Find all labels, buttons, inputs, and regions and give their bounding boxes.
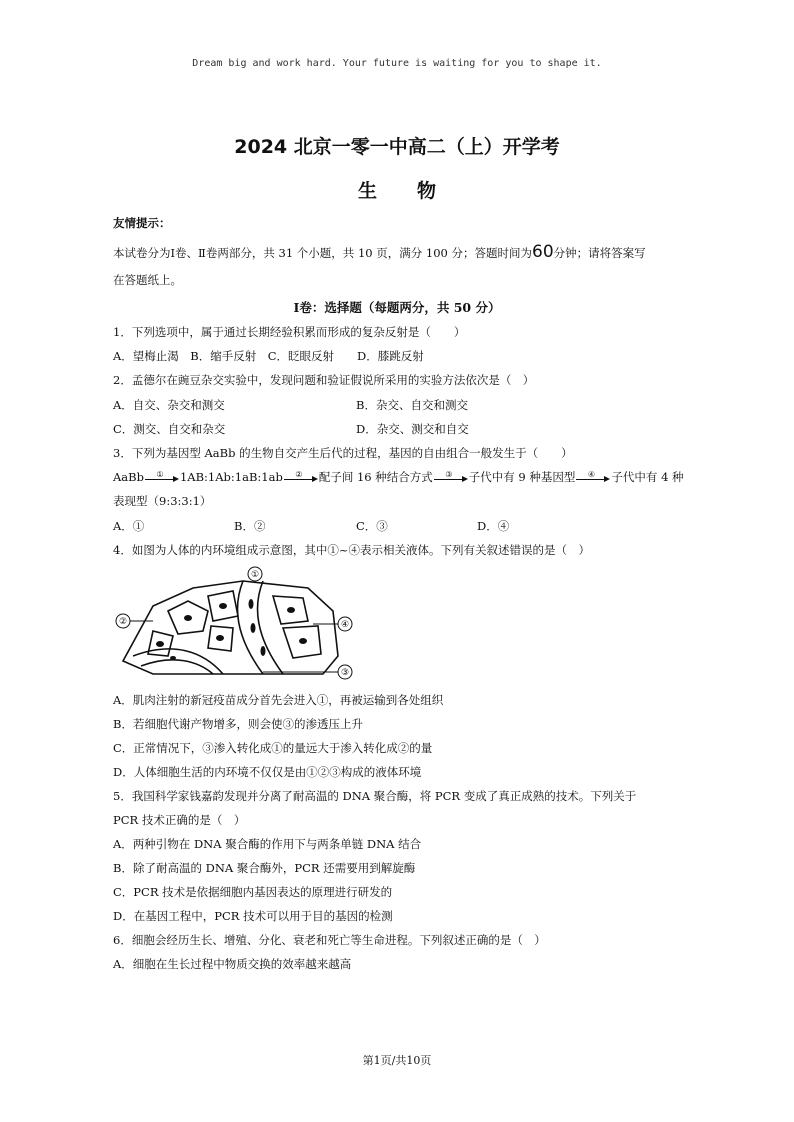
- section-title: Ⅰ卷：选择题（每题两分，共 50 分）: [293, 300, 501, 315]
- q2-option-a: A．自交、杂交和测交: [113, 398, 225, 412]
- tips-line-1: [113, 244, 646, 261]
- q4-option-a: A．肌肉注射的新冠疫苗成分首先会进入①，再被运输到各处组织: [113, 693, 444, 707]
- q1-options: A．望梅止渴 B．缩手反射 C．眨眼反射 D．膝跳反射: [113, 349, 424, 363]
- arrow-icon-4: ④: [576, 473, 610, 483]
- q2-option-b: B．杂交、自交和测交: [356, 398, 468, 412]
- time-minutes: 60: [532, 242, 554, 262]
- tips-line-2: 在答题纸上。: [113, 273, 182, 287]
- q5-option-d: D．在基因工程中，PCR 技术可以用于目的基因的检测: [113, 909, 393, 923]
- q5-option-a: A．两种引物在 DNA 聚合酶的作用下与两条单链 DNA 结合: [113, 837, 422, 851]
- diagram-label-3: ③: [340, 668, 350, 678]
- q5-stem-line-1: 5．我国科学家钱嘉韵发现并分离了耐高温的 DNA 聚合酶，将 PCR 变成了真正成熟的技术。下列关于: [113, 789, 637, 803]
- tips-text-a: 本试卷分为Ⅰ卷、Ⅱ卷两部分，共 31 个小题，共 10 页，满分 100 分；答题时间为: [113, 246, 533, 260]
- arrow-icon-3: ③: [434, 473, 468, 483]
- q4-stem: 4．如图为人体的内环境组成示意图，其中①~④表示相关液体。下列有关叙述错误的是（ ）: [113, 543, 590, 557]
- flow-step-2: 配子间 16 种结合方式: [318, 470, 433, 484]
- q3-option-c: C．③: [356, 519, 388, 533]
- flow-step-1: 1AB:1Ab:1aB:1ab: [179, 470, 283, 484]
- exam-subject: 生物: [357, 180, 476, 202]
- q4-option-d: D．人体细胞生活的内环境不仅仅是由①②③构成的液体环境: [113, 765, 422, 779]
- page-number: 第1页/共10页: [362, 1054, 432, 1067]
- q3-flow-tail: 表现型（9:3:3:1）: [113, 494, 212, 508]
- q4-option-c: C．正常情况下，③渗入转化成①的量远大于渗入转化成②的量: [113, 741, 433, 755]
- q5-stem-line-2: PCR 技术正确的是（ ）: [113, 813, 246, 827]
- exam-title: 2024 北京一零一中高二（上）开学考: [234, 136, 560, 158]
- q4-option-b: B．若细胞代谢产物增多，则会使③的渗透压上升: [113, 717, 363, 731]
- tips-label: 友情提示：: [113, 216, 171, 230]
- motto-header: Dream big and work hard. Your future is waiting for you to shape it.: [192, 58, 602, 69]
- q6-option-a: A．细胞在生长过程中物质交换的效率越来越高: [113, 957, 352, 971]
- q3-option-d: D．④: [477, 519, 510, 533]
- q6-stem: 6．细胞会经历生长、增殖、分化、衰老和死亡等生命进程。下列叙述正确的是（ ）: [113, 933, 546, 947]
- tips-text-b: 分钟；请将答案写: [553, 246, 646, 260]
- diagram-label-2: ②: [118, 617, 128, 627]
- flow-step-3: 子代中有 9 种基因型: [468, 470, 576, 484]
- q1-stem: 1．下列选项中，属于通过长期经验积累而形成的复杂反射是（ ）: [113, 325, 466, 339]
- internal-environment-diagram: [113, 566, 363, 684]
- q2-option-c: C．测交、自交和杂交: [113, 422, 226, 436]
- q3-option-b: B．②: [234, 519, 266, 533]
- q5-option-c: C．PCR 技术是依据细胞内基因表达的原理进行研发的: [113, 885, 393, 899]
- q2-stem: 2．孟德尔在豌豆杂交实验中，发现问题和验证假说所采用的实验方法依次是（ ）: [113, 373, 535, 387]
- q3-stem: 3．下列为基因型 AaBb 的生物自交产生后代的过程，基因的自由组合一般发生于（ ）: [113, 446, 573, 460]
- arrow-icon-1: ①: [145, 473, 179, 483]
- diagram-label-4: ④: [340, 620, 350, 630]
- q2-option-d: D．杂交、测交和自交: [356, 422, 469, 436]
- q3-flow: [113, 469, 684, 485]
- arrow-icon-2: ②: [284, 473, 318, 483]
- flow-step-4: 子代中有 4 种: [611, 470, 684, 484]
- q5-option-b: B．除了耐高温的 DNA 聚合酶外，PCR 还需要用到解旋酶: [113, 861, 416, 875]
- flow-step-0: AaBb: [113, 470, 144, 484]
- diagram-label-1: ①: [250, 570, 260, 580]
- q3-option-a: A．①: [113, 519, 145, 533]
